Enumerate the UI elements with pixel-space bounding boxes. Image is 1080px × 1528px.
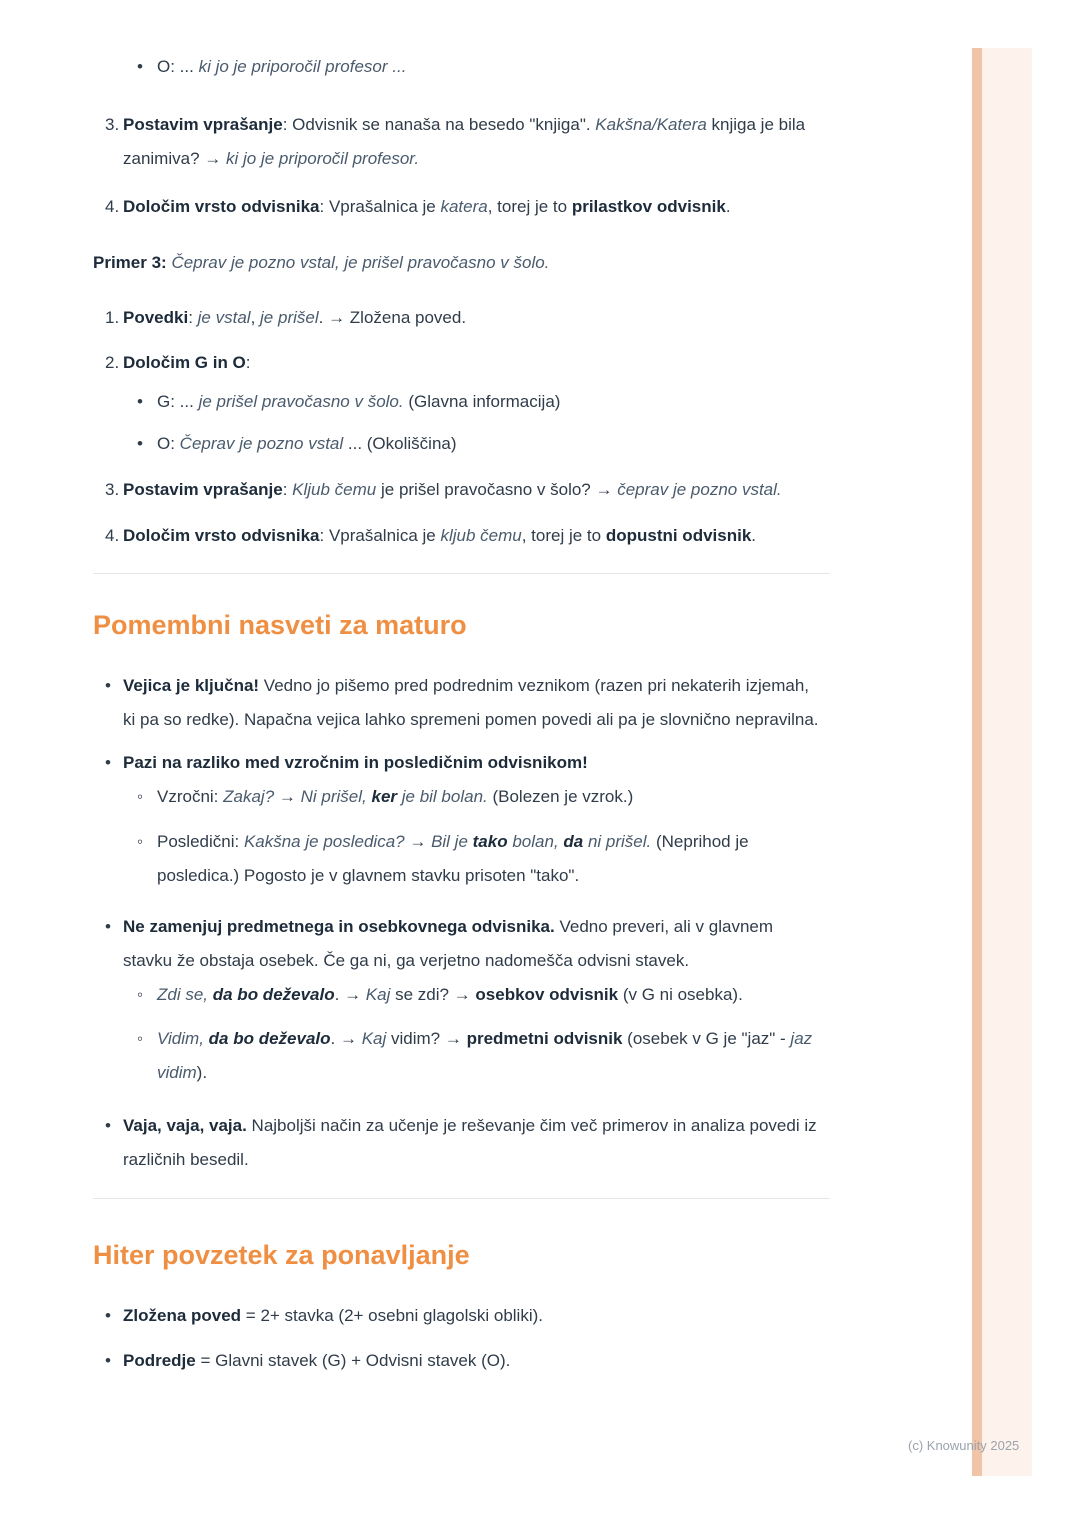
list-item-text: Podredje = Glavni stavek (G) + Odvisni stavek (O). xyxy=(123,1351,511,1370)
bullet-icon: • xyxy=(105,753,111,772)
list-item-text: Postavim vprašanje: Kljub čemu je prišel pravočasno v šolo? → čeprav je pozno vstal. xyxy=(123,480,782,499)
list-item-text: Posledični: Kakšna je posledica? → Bil je tako bolan, da ni prišel. (Neprihod je posledica.) Pogosto je v glavnem stavku prisoten "tako". xyxy=(157,832,749,885)
circle-bullet-icon: ◦ xyxy=(137,787,144,806)
list-item xyxy=(123,50,830,84)
list-item-text: Povedki: je vstal, je prišel. → Zložena poved. xyxy=(123,308,467,327)
circle-bullet-icon: ◦ xyxy=(137,832,144,851)
bullet-icon: • xyxy=(105,1306,111,1325)
numbered-item-3 xyxy=(93,108,830,176)
numbered-item-4b xyxy=(93,519,830,553)
list-number: 1. xyxy=(105,308,120,327)
list-item xyxy=(93,1344,830,1378)
summary-section-heading: Hiter povzetek za ponavljanje xyxy=(93,1240,470,1270)
advice-section-heading: Pomembni nasveti za maturo xyxy=(93,610,467,640)
list-item-text: Vaja, vaja, vaja. Najboljši način za učenje je reševanje čim več primerov in analiza povedi iz različnih besedil. xyxy=(123,1116,817,1169)
list-item xyxy=(93,669,830,737)
list-number: 3. xyxy=(105,115,120,134)
list-item xyxy=(123,825,830,893)
list-item-text: Ne zamenjuj predmetnega in osebkovnega odvisnika. Vedno preveri, ali v glavnem stavku že obstaja osebek. Če ga ni, ga verjetno nadomešča odvisni stavek. xyxy=(123,917,774,970)
section-divider xyxy=(93,573,830,574)
list-number: 4. xyxy=(105,197,120,216)
numbered-item-4 xyxy=(93,190,830,224)
list-item-text: Pazi na razliko med vzročnim in posledičnim odvisnikom! xyxy=(123,753,588,772)
bullet-icon: • xyxy=(105,1116,111,1135)
list-item xyxy=(123,1022,830,1090)
circle-bullet-icon: ◦ xyxy=(137,985,144,1004)
list-number: 2. xyxy=(105,353,120,372)
numbered-item-3b xyxy=(93,473,830,507)
list-item-text: O: ... ki jo je priporočil profesor ... xyxy=(157,57,407,76)
numbered-item-1 xyxy=(93,301,830,335)
bullet-icon: • xyxy=(137,392,143,411)
numbered-item-2 xyxy=(93,346,830,380)
list-item-text: Vidim, da bo deževalo. → Kaj vidim? → predmetni odvisnik (osebek v G je "jaz" - jaz vidim). xyxy=(157,1029,813,1082)
bullet-icon: • xyxy=(105,1351,111,1370)
example-3-paragraph: Primer 3: Čeprav je pozno vstal, je prišel pravočasno v šolo. xyxy=(93,253,550,272)
list-item xyxy=(123,978,830,1012)
bullet-icon: • xyxy=(105,917,111,936)
list-item-text: Določim vrsto odvisnika: Vprašalnica je kljub čemu, torej je to dopustni odvisnik. xyxy=(123,526,757,545)
list-item-text: Vzročni: Zakaj? → Ni prišel, ker je bil bolan. (Bolezen je vzrok.) xyxy=(157,787,634,806)
section-divider xyxy=(93,1198,830,1199)
list-number: 4. xyxy=(105,526,120,545)
list-item xyxy=(93,1109,830,1177)
list-item-text: Zdi se, da bo deževalo. → Kaj se zdi? → osebkov odvisnik (v G ni osebka). xyxy=(157,985,743,1004)
bullet-icon: • xyxy=(137,57,143,76)
list-number: 3. xyxy=(105,480,120,499)
bullet-icon: • xyxy=(137,434,143,453)
list-item-text: Določim G in O: xyxy=(123,353,251,372)
page-edge-stripe xyxy=(972,48,1032,1476)
list-item xyxy=(123,385,830,419)
list-item xyxy=(93,746,830,780)
list-item-text: Postavim vprašanje: Odvisnik se nanaša na besedo "knjiga". Kakšna/Katera knjiga je bila zanimiva? → ki jo je priporočil profesor. xyxy=(123,115,806,168)
circle-bullet-icon: ◦ xyxy=(137,1029,144,1048)
bullet-icon: • xyxy=(105,676,111,695)
list-item xyxy=(123,780,830,814)
list-item-text: G: ... je prišel pravočasno v šolo. (Glavna informacija) xyxy=(157,392,561,411)
list-item xyxy=(123,427,830,461)
list-item-text: Zložena poved = 2+ stavka (2+ osebni glagolski obliki). xyxy=(123,1306,543,1325)
watermark: (c) Knowunity 2025 xyxy=(908,1438,1020,1453)
list-item-text: Določim vrsto odvisnika: Vprašalnica je katera, torej je to prilastkov odvisnik. xyxy=(123,197,731,216)
document-content xyxy=(93,0,830,1378)
list-item xyxy=(93,910,830,978)
list-item-text: O: Čeprav je pozno vstal ... (Okoliščina) xyxy=(157,434,457,453)
list-item-text: Vejica je ključna! Vedno jo pišemo pred podrednim veznikom (razen pri nekaterih izjemah, ki pa so redke). Napačna vejica lahko spremeni pomen povedi ali pa je slovnično nepravilna. xyxy=(123,676,819,729)
list-item xyxy=(93,1299,830,1333)
